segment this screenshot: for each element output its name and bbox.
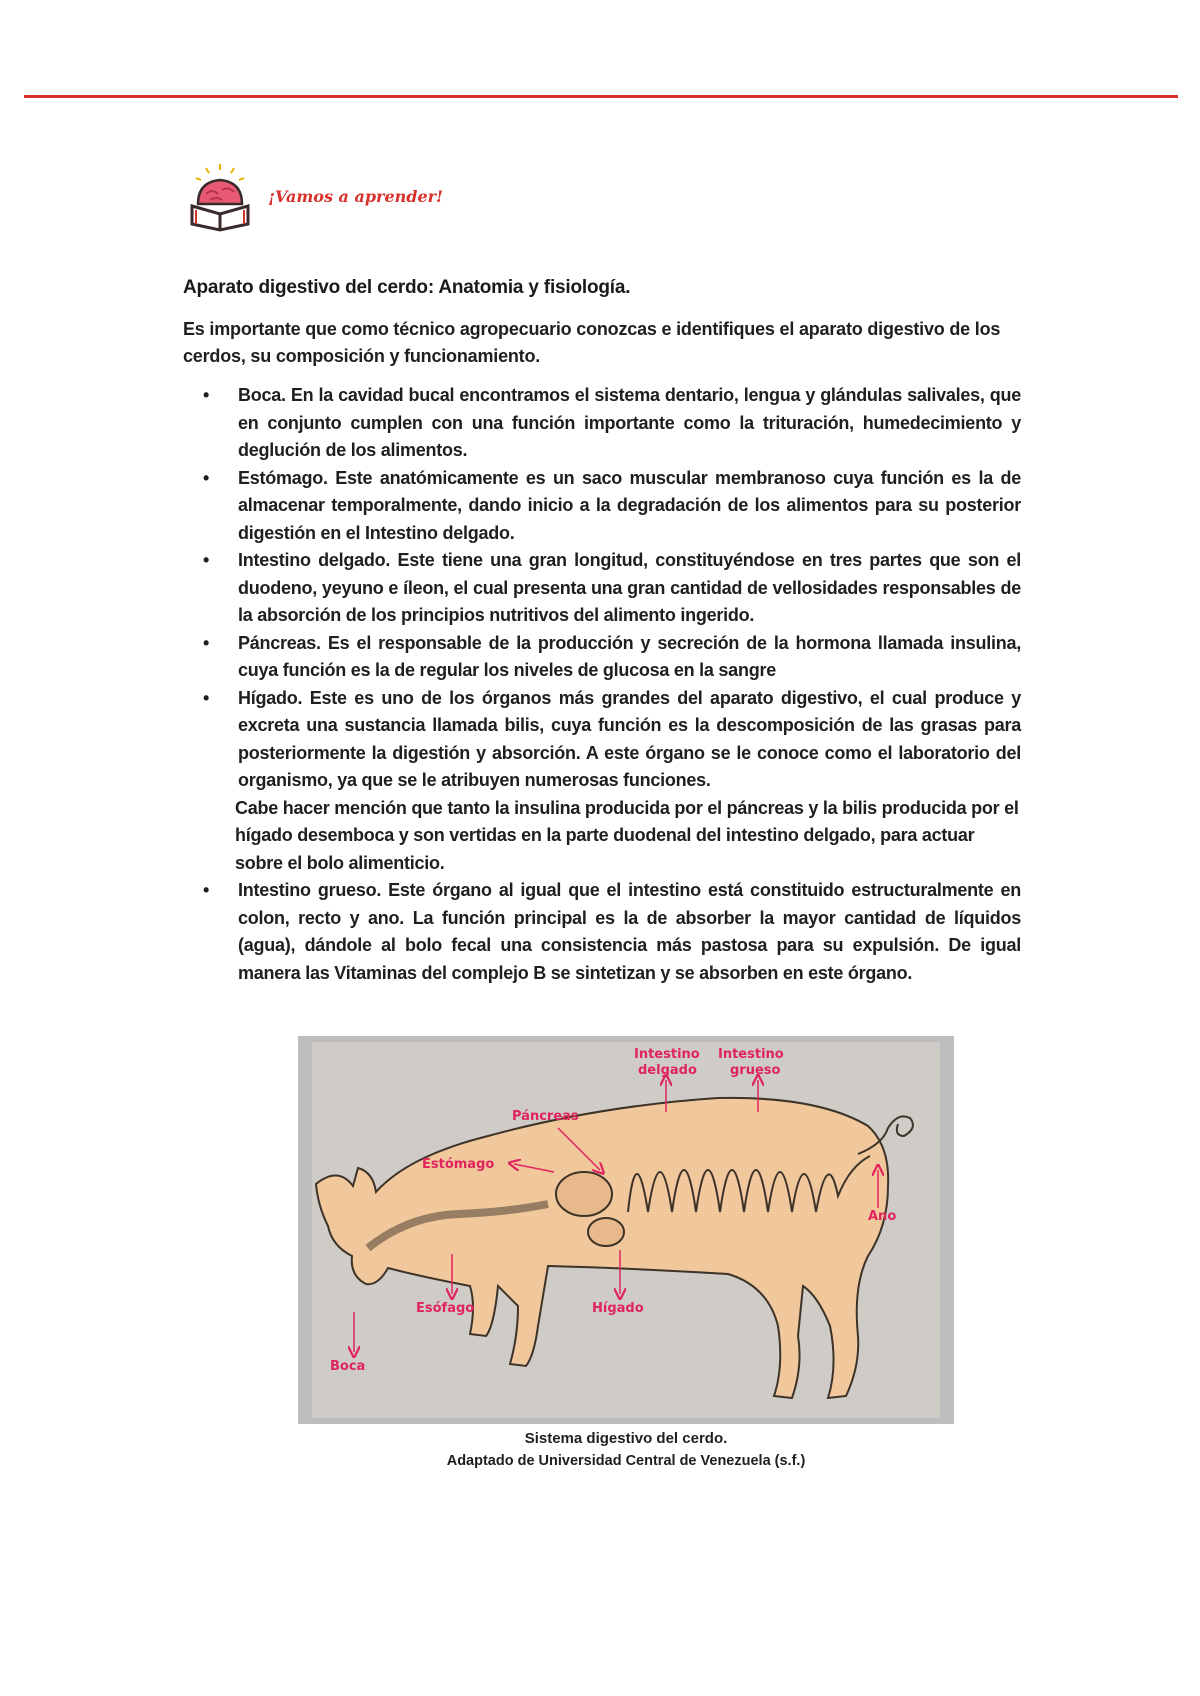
caption-credit: Adaptado de Universidad Central de Venezuela (s.f.) bbox=[446, 1453, 806, 1469]
list-item-boca: • Boca. En la cavidad bucal encontramos el sistema dentario, lengua y glándulas salivales, que en conjunto cumplen con una función importante como la trituración, humedecimiento y deglución de los alimentos. bbox=[203, 385, 1021, 460]
label-estomago: Estómago bbox=[422, 1157, 495, 1172]
stomach-shape bbox=[556, 1172, 612, 1216]
organ-list bbox=[183, 382, 1021, 987]
liver-shape bbox=[588, 1218, 624, 1246]
caption-title: Sistema digestivo del cerdo. bbox=[524, 1430, 728, 1447]
label-ano: Ano bbox=[868, 1209, 897, 1224]
list-item-text: Estómago. Este anatómicamente es un saco muscular membranoso cuya función es la de almacenar temporalmente, dando inicio a la degradación de los alimentos para su posterior digestión en el Intestino delgado. bbox=[238, 467, 1021, 543]
header-rule bbox=[24, 95, 1178, 98]
figure-caption bbox=[298, 1428, 954, 1472]
list-item-text: Páncreas. Es el responsable de la producción y secreción de la hormona llamada insulina, cuya función es la de regular los niveles de glucosa en la sangre bbox=[238, 632, 1021, 680]
brain-book-icon bbox=[184, 160, 256, 232]
note-paragraph: Cabe hacer mención que tanto la insulina producida por el páncreas y la bilis producida por el hígado desemboca y son vertidas en la parte duodenal del intestino delgado, para actuar sobre el bolo alimenticio. bbox=[235, 797, 1019, 873]
list-item-estomago: • Estómago. Este anatómicamente es un saco muscular membranoso cuya función es la de almacenar temporalmente, dando inicio a la degradación de los alimentos para su posterior digestión en el Intestino delgado. bbox=[203, 467, 1021, 543]
list-item-intestino-grueso: • Intestino grueso. Este órgano al igual que el intestino está constituido estructuralmente en colon, recto y ano. La función principal es la de absorber la mayor cantidad de líquidos (agua), dándole al bolo fecal una consistencia más pastosa para su expulsión. De igual manera las Vitaminas del complejo B se sintetizan y se absorben en este órgano. bbox=[203, 880, 1021, 983]
pig-digestive-diagram bbox=[298, 1036, 954, 1424]
label-pancreas: Páncreas bbox=[512, 1109, 579, 1124]
label-intestino-grueso-2: grueso bbox=[730, 1063, 781, 1078]
list-item-pancreas: • Páncreas. Es el responsable de la producción y secreción de la hormona llamada insulina, cuya función es la de regular los niveles de glucosa en la sangre bbox=[203, 632, 1021, 680]
banner-text: ¡Vamos a aprender! bbox=[268, 186, 444, 206]
list-item-higado: • Hígado. Este es uno de los órganos más grandes del aparato digestivo, el cual produce y excreta una sustancia llamada bilis, cuya función es la descomposición de las grasas para posteriormente la digestión y absorción. A este órgano se le conoce como el laboratorio del organismo, ya que se le atribuyen numerosas funciones. bbox=[203, 687, 1021, 790]
label-intestino-delgado-2: delgado bbox=[638, 1063, 697, 1078]
label-higado: Hígado bbox=[592, 1301, 644, 1316]
activity-banner bbox=[184, 160, 443, 232]
label-boca: Boca bbox=[330, 1359, 366, 1374]
intro-paragraph: Es importante que como técnico agropecuario conozcas e identifiques el aparato digestivo de los cerdos, su composición y funcionamiento. bbox=[183, 319, 1001, 366]
label-esofago: Esófago bbox=[416, 1301, 475, 1316]
list-item-text: Hígado. Este es uno de los órganos más grandes del aparato digestivo, el cual produce y excreta una sustancia llamada bilis, cuya función es la descomposición de las grasas para posteriormente la digestión y absorción. A este órgano se le conoce como el laboratorio del organismo, ya que se le atribuyen numerosas funciones. bbox=[238, 687, 1021, 790]
label-intestino-grueso: Intestino bbox=[718, 1047, 784, 1062]
list-item-text: Intestino grueso. Este órgano al igual que el intestino está constituido estructuralmente en colon, recto y ano. La función principal es la de absorber la mayor cantidad de líquidos (agua), dándole al bolo fecal una consistencia más pastosa para su expulsión. De igual manera las Vitaminas del complejo B se sintetizan y se absorben en este órgano. bbox=[238, 880, 1021, 983]
list-item-text: Boca. En la cavidad bucal encontramos el sistema dentario, lengua y glándulas salivales, que en conjunto cumplen con una función importante como la trituración, humedecimiento y deglución de los alimentos. bbox=[238, 385, 1021, 460]
list-item-intestino-delgado: • Intestino delgado. Este tiene una gran longitud, constituyéndose en tres partes que son el duodeno, yeyuno e íleon, el cual presenta una gran cantidad de vellosidades responsables de la absorción de los principios nutritivos del alimento ingerido. bbox=[203, 550, 1021, 625]
page-title: Aparato digestivo del cerdo: Anatomia y fisiología. bbox=[183, 277, 631, 298]
label-intestino-delgado: Intestino bbox=[634, 1047, 700, 1062]
list-item-text: Intestino delgado. Este tiene una gran longitud, constituyéndose en tres partes que son el duodeno, yeyuno e íleon, el cual presenta una gran cantidad de vellosidades responsables de la absorción de los principios nutritivos del alimento ingerido. bbox=[238, 550, 1021, 625]
